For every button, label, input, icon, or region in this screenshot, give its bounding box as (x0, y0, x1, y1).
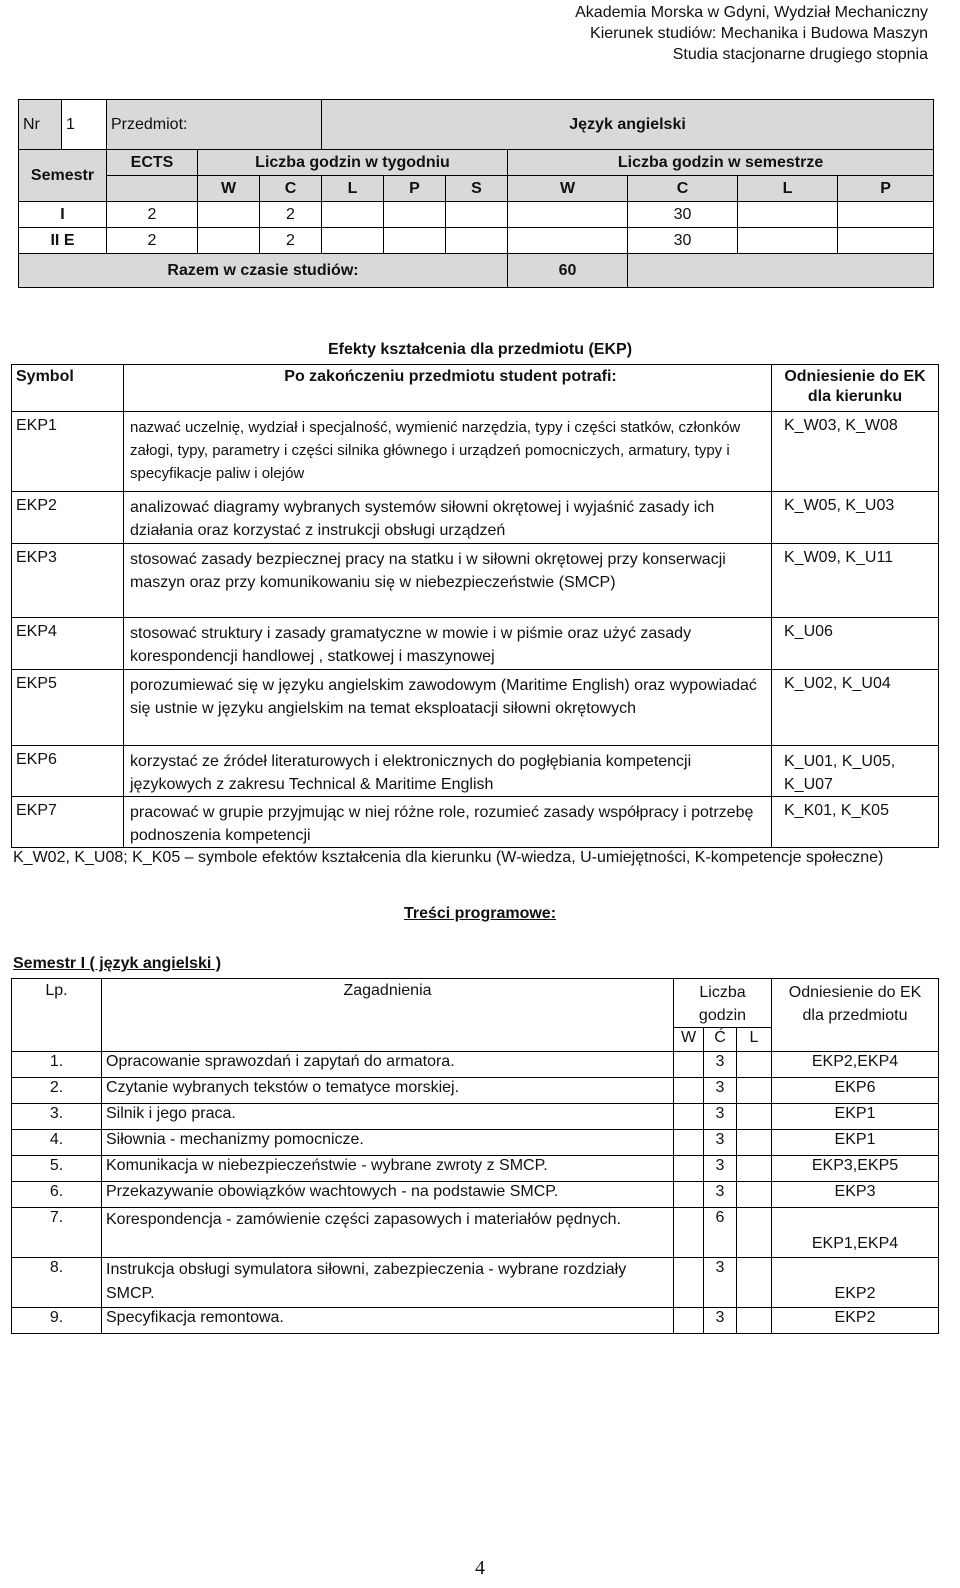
col-hours-c: Ć (704, 1028, 737, 1052)
topic-ref: EKP2 (772, 1308, 939, 1334)
ekp-symbol: EKP1 (12, 412, 124, 492)
ekp-ref: K_U06 (772, 618, 939, 670)
ekp-symbol: EKP6 (12, 746, 124, 797)
institution-header (575, 2, 928, 65)
topic-hours: 3 (704, 1258, 737, 1308)
topic-ref: EKP1 (772, 1130, 939, 1156)
topic-hours: 6 (704, 1208, 737, 1258)
col-w-sem: W (508, 176, 628, 202)
ekp-desc: analizować diagramy wybranych systemów siłowni okrętowej i wyjaśnić zasady ich działania oraz korzystać z instrukcji obsługi urządzeń (124, 492, 772, 544)
col-topic: Zagadnienia (102, 979, 674, 1052)
col-c: C (260, 176, 322, 202)
col-hours-w: W (674, 1028, 704, 1052)
col-p-sem: P (838, 176, 934, 202)
topic-hours: 3 (704, 1308, 737, 1334)
col-s: S (446, 176, 508, 202)
ekp-ref: K_W05, K_U03 (772, 492, 939, 544)
ekp-symbol: EKP3 (12, 544, 124, 618)
topic-text: Siłownia - mechanizmy pomocnicze. (102, 1130, 674, 1156)
topic-lp: 1. (12, 1052, 102, 1078)
topics-table (11, 978, 939, 1334)
topic-lp: 2. (12, 1078, 102, 1104)
topic-text: Czytanie wybranych tekstów o tematyce morskiej. (102, 1078, 674, 1104)
semester-row-label: I (19, 202, 107, 228)
topic-lp: 7. (12, 1208, 102, 1258)
topic-ref: EKP6 (772, 1078, 939, 1104)
semester-row-label: II E (19, 228, 107, 254)
topic-ref: EKP3,EKP5 (772, 1156, 939, 1182)
semester-row-c-week: 2 (260, 228, 322, 254)
ekp-desc: stosować struktury i zasady gramatyczne w mowie i w piśmie oraz użyć zasady korespondencji handlowej , statkowej i maszynowej (124, 618, 772, 670)
ekp-footnote: K_W02, K_U08; K_K05 – symbole efektów kształcenia dla kierunku (W-wiedza, U-umiejętności, K-kompetencje społeczne) (13, 849, 884, 866)
topic-text: Korespondencja - zamówienie części zapasowych i materiałów pędnych. (102, 1208, 674, 1258)
header-line-3: Studia stacjonarne drugiego stopnia (672, 46, 928, 63)
topic-hours: 3 (704, 1182, 737, 1208)
subject-label: Przedmiot: (107, 100, 322, 150)
ekp-ref: K_U01, K_U05, K_U07 (772, 746, 939, 797)
topic-hours: 3 (704, 1130, 737, 1156)
total-label: Razem w czasie studiów: (19, 254, 508, 288)
col-c-sem: C (628, 176, 738, 202)
header-line-1: Akademia Morska w Gdyni, Wydział Mechaniczny (575, 4, 928, 21)
ekp-table (11, 364, 939, 848)
ekp-desc: korzystać ze źródeł literaturowych i elektronicznych do pogłębiania kompetencji językowych z zakresu Technical & Maritime English (124, 746, 772, 797)
ekp-symbol: EKP7 (12, 797, 124, 848)
ekp-col-symbol: Symbol (16, 368, 74, 385)
ekp-ref: K_U02, K_U04 (772, 670, 939, 746)
topic-text: Opracowanie sprawozdań i zapytań do armatora. (102, 1052, 674, 1078)
topic-ref: EKP2 (772, 1258, 939, 1308)
subject-value: Język angielski (322, 100, 934, 150)
hours-week-header: Liczba godzin w tygodniu (198, 150, 508, 176)
col-lp: Lp. (12, 979, 102, 1052)
ekp-ref: K_K01, K_K05 (772, 797, 939, 848)
topic-ref: EKP2,EKP4 (772, 1052, 939, 1078)
topic-hours: 3 (704, 1156, 737, 1182)
topic-text: Komunikacja w niebezpieczeństwie - wybrane zwroty z SMCP. (102, 1156, 674, 1182)
col-w: W (198, 176, 260, 202)
topic-hours: 3 (704, 1104, 737, 1130)
topic-hours: 3 (704, 1078, 737, 1104)
topic-lp: 3. (12, 1104, 102, 1130)
topic-lp: 5. (12, 1156, 102, 1182)
semester-row-c-week: 2 (260, 202, 322, 228)
col-hours: Liczba godzin (674, 979, 772, 1028)
topic-lp: 8. (12, 1258, 102, 1308)
semestr-header: Semestr (19, 150, 107, 202)
ects-header: ECTS (107, 150, 198, 176)
course-table (18, 99, 934, 288)
topic-ref: EKP3 (772, 1182, 939, 1208)
topic-text: Specyfikacja remontowa. (102, 1308, 674, 1334)
ekp-symbol: EKP4 (12, 618, 124, 670)
topic-text: Przekazywanie obowiązków wachtowych - na podstawie SMCP. (102, 1182, 674, 1208)
page-number: 4 (475, 1557, 485, 1579)
topic-ref: EKP1,EKP4 (772, 1208, 939, 1258)
col-l: L (322, 176, 384, 202)
ekp-desc: stosować zasady bezpiecznej pracy na statku i w siłowni okrętowej przy konserwacji maszyn oraz przy komunikowaniu się w niebezpieczeństwie (SMCP) (124, 544, 772, 618)
ekp-col-ref: Odniesienie do EK dla kierunku (784, 368, 926, 405)
col-hours-l: L (737, 1028, 772, 1052)
ekp-ref: K_W09, K_U11 (772, 544, 939, 618)
nr-value: 1 (62, 100, 107, 150)
ekp-desc: nazwać uczelnię, wydział i specjalność, wymienić narzędzia, typy i części statków, członków załogi, typy, parametry i części silnika głównego i urządzeń pomocniczych, armatury, typy i specyfikacje paliw i olejów (124, 412, 772, 492)
semester-row-c-sem: 30 (628, 228, 738, 254)
total-value: 60 (508, 254, 628, 288)
semester-title: Semestr I ( język angielski ) (13, 955, 222, 972)
ekp-ref: K_W03, K_W08 (772, 412, 939, 492)
topic-lp: 6. (12, 1182, 102, 1208)
col-p: P (384, 176, 446, 202)
topic-ref: EKP1 (772, 1104, 939, 1130)
hours-semester-header: Liczba godzin w semestrze (508, 150, 934, 176)
nr-label: Nr (19, 100, 62, 150)
semester-row-ects: 2 (107, 228, 198, 254)
ekp-title: Efekty kształcenia dla przedmiotu (EKP) (327, 341, 633, 358)
topic-text: Silnik i jego praca. (102, 1104, 674, 1130)
col-l-sem: L (738, 176, 838, 202)
ekp-desc: porozumiewać się w języku angielskim zawodowym (Maritime English) oraz wypowiadać się ustnie w języku angielskim na temat eksploatacji siłowni okrętowych (124, 670, 772, 746)
topic-hours: 3 (704, 1052, 737, 1078)
ekp-symbol: EKP5 (12, 670, 124, 746)
topic-text: Instrukcja obsługi symulatora siłowni, zabezpieczenia - wybrane rozdziały SMCP. (102, 1258, 674, 1308)
ekp-symbol: EKP2 (12, 492, 124, 544)
header-line-2: Kierunek studiów: Mechanika i Budowa Maszyn (590, 25, 928, 42)
semester-row-c-sem: 30 (628, 202, 738, 228)
ekp-col-desc: Po zakończeniu przedmiotu student potrafi: (124, 365, 772, 412)
semester-row-ects: 2 (107, 202, 198, 228)
topic-lp: 9. (12, 1308, 102, 1334)
content-title: Treści programowe: (403, 905, 557, 922)
col-ref: Odniesienie do EK dla przedmiotu (772, 979, 939, 1052)
ects-subheader (107, 176, 198, 202)
ekp-desc: pracować w grupie przyjmując w niej różne role, rozumieć zasady współpracy i potrzebę podnoszenia kompetencji (124, 797, 772, 848)
topic-lp: 4. (12, 1130, 102, 1156)
